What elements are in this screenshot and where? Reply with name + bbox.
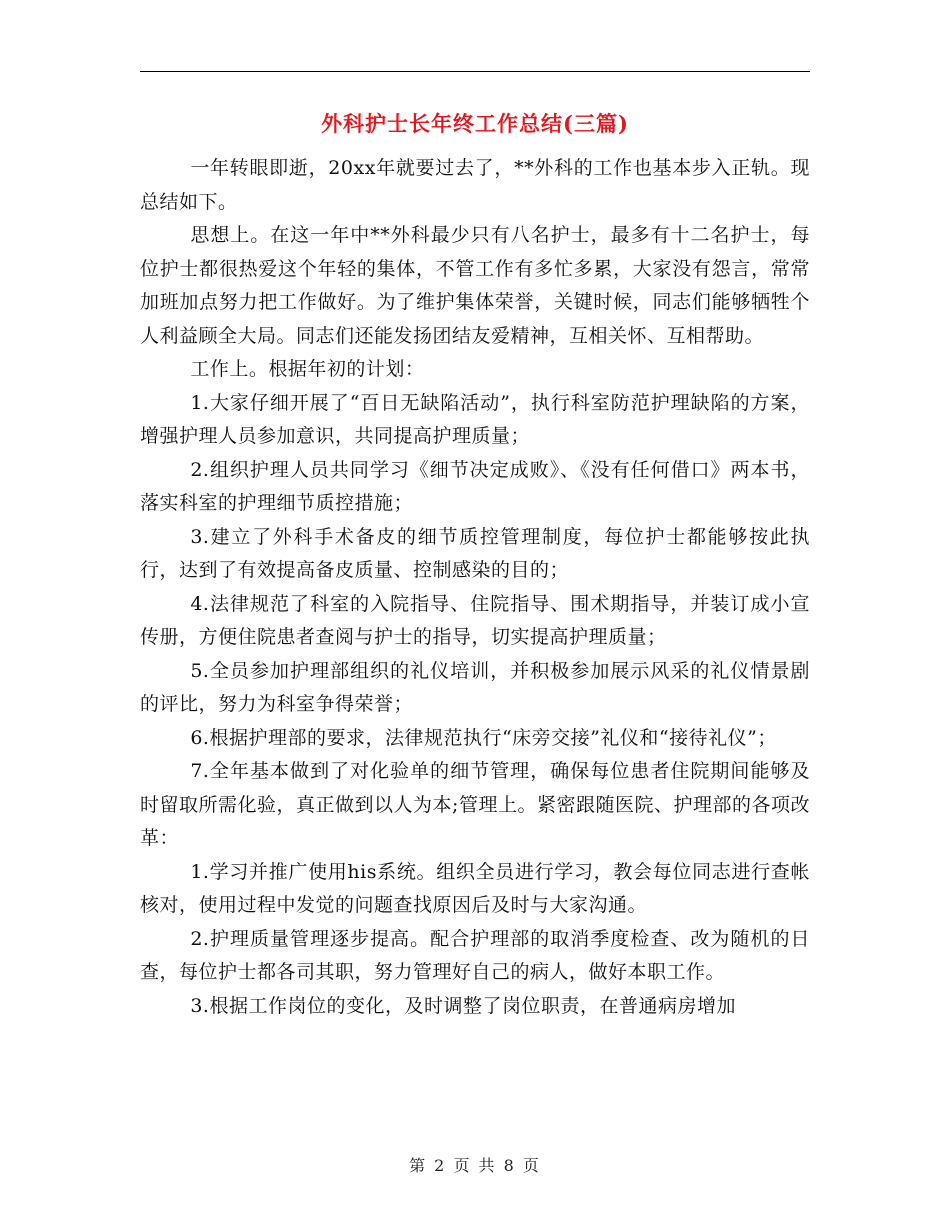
paragraph-work-heading: 工作上。根据年初的计划： bbox=[190, 358, 425, 380]
list-item-work-1: 1.大家仔细开展了“百日无缺陷活动”，执行科室防范护理缺陷的方案，增强护理人员参加意识，共同提高护理质量； bbox=[140, 391, 810, 447]
list-item-work-7: 7.全年基本做到了对化验单的细节管理，确保每位患者住院期间能够及时留取所需化验，真正做到以人为本;管理上。紧密跟随医院、护理部的各项改革： bbox=[140, 760, 810, 849]
list-item-work-3: 3.建立了外科手术备皮的细节质控管理制度，每位护士都能够按此执行，达到了有效提高备皮质量、控制感染的目的； bbox=[140, 525, 810, 581]
document-title: 外科护士长年终工作总结(三篇) bbox=[321, 111, 629, 136]
list-item-work-4: 4.法律规范了科室的入院指导、住院指导、围术期指导，并装订成小宣传册，方便住院患者查阅与护士的指导，切实提高护理质量； bbox=[140, 592, 810, 648]
header-rule bbox=[140, 71, 810, 72]
list-item-mgmt-3: 3.根据工作岗位的变化，及时调整了岗位职责，在普通病房增加 bbox=[190, 994, 736, 1017]
paragraph-intro: 一年转眼即逝，20xx年就要过去了，**外科的工作也基本步入正轨。现总结如下。 bbox=[140, 157, 810, 213]
page-number: 第 2 页 共 8 页 bbox=[409, 1156, 541, 1175]
list-item-work-6: 6.根据护理部的要求，法律规范执行“床旁交接”礼仪和“接待礼仪”； bbox=[190, 726, 777, 749]
list-item-mgmt-1: 1.学习并推广使用his系统。组织全员进行学习，教会每位同志进行查帐核对，使用过程中发觉的问题查找原因后及时与大家沟通。 bbox=[140, 860, 810, 916]
list-item-work-5: 5.全员参加护理部组织的礼仪培训，并积极参加展示风采的礼仪情景剧的评比，努力为科室争得荣誉； bbox=[140, 659, 810, 715]
document-body bbox=[140, 152, 810, 1023]
list-item-mgmt-2: 2.护理质量管理逐步提高。配合护理部的取消季度检查、改为随机的日查，每位护士都各司其职，努力管理好自己的病人，做好本职工作。 bbox=[140, 927, 810, 983]
list-item-work-2: 2.组织护理人员共同学习《细节决定成败》、《没有任何借口》两本书，落实科室的护理细节质控措施； bbox=[140, 458, 810, 514]
paragraph-thought: 思想上。在这一年中**外科最少只有八名护士，最多有十二名护士，每位护士都很热爱这个年轻的集体，不管工作有多忙多累，大家没有怨言，常常加班加点努力把工作做好。为了维护集体荣誉，关键时候，同志们能够牺牲个人利益顾全大局。同志们还能发扬团结友爱精神，互相关怀、互相帮助。 bbox=[140, 224, 810, 347]
